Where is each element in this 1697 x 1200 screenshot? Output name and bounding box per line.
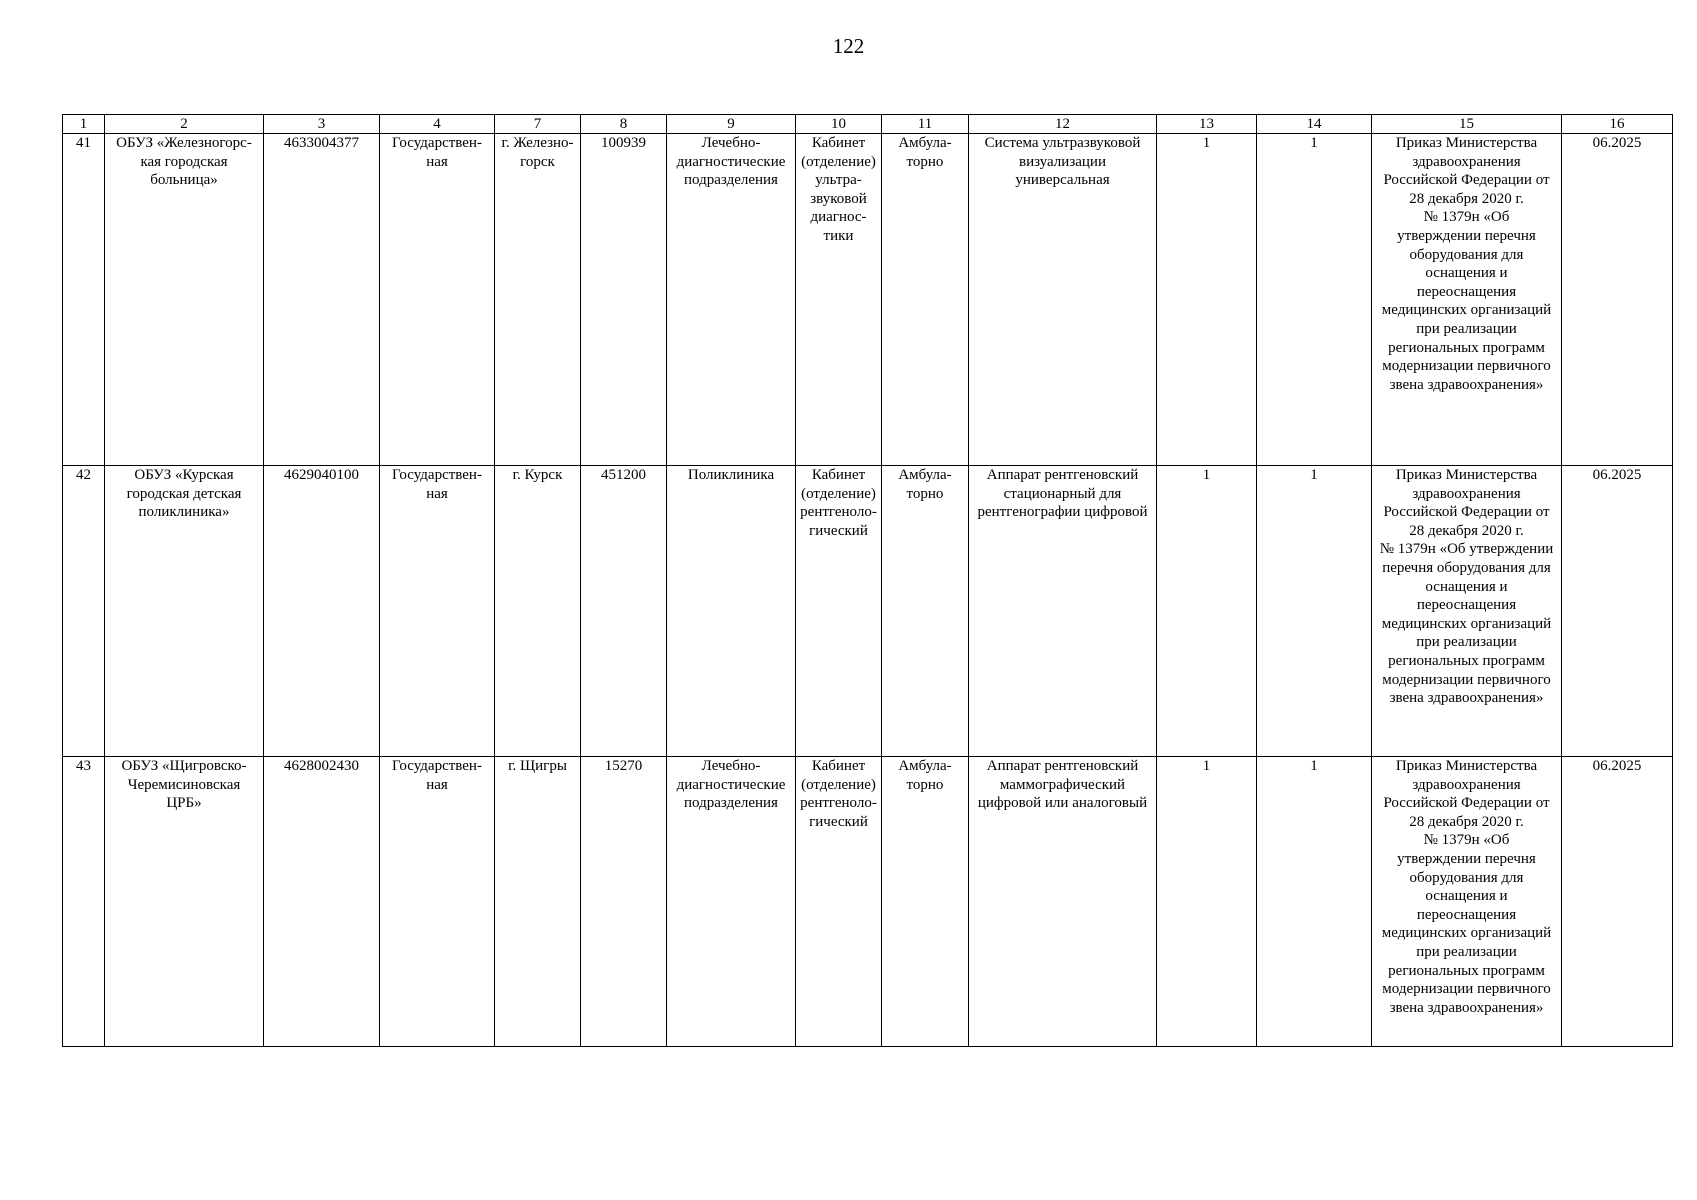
legal-basis: Приказ Министерства здравоохранения Российской Федерации от 28 декабря 2020 г. № 1379н «Об утверждении перечня оборудования для оснащения и переоснащения медицинских организаций при реализации региональных программ модернизации первичного звена здравоохранения» — [1381, 758, 1552, 1016]
quantity-total: 1 — [1310, 758, 1318, 774]
division: Лечебно- диагностические подразделения — [676, 758, 786, 812]
ownership-form: Государствен- ная — [392, 758, 482, 793]
legal-basis: Приказ Министерства здравоохранения Российской Федерации от 28 декабря 2020 г. № 1379н «Об утверждении перечня оборудования для оснащения и переоснащения медицинских организаций при реализации региональных программ модернизации первичного звена здравоохранения» — [1379, 467, 1554, 707]
page-number: 122 — [832, 34, 865, 58]
delivery-date: 06.2025 — [1592, 467, 1642, 483]
column-header: 7 — [495, 115, 581, 134]
equipment-name: Аппарат рентгеновский стационарный для рентгенографии цифровой — [977, 467, 1148, 521]
settlement-code: 451200 — [601, 467, 646, 483]
legal-basis: Приказ Министерства здравоохранения Российской Федерации от 28 декабря 2020 г. № 1379н «Об утверждении перечня оборудования для оснащения и переоснащения медицинских организаций при реализации региональных программ модернизации первичного звена здравоохранения» — [1381, 135, 1552, 393]
settlement-code: 15270 — [604, 758, 643, 774]
city: г. Железно- горск — [501, 135, 574, 170]
care-mode: Амбула- торно — [898, 135, 952, 170]
column-header: 11 — [882, 115, 969, 134]
delivery-date: 06.2025 — [1592, 135, 1642, 151]
row-number: 42 — [76, 467, 91, 483]
column-header: 3 — [264, 115, 380, 134]
organization-name: ОБУЗ «Железногорс- кая городская больница» — [116, 135, 252, 189]
care-mode: Амбула- торно — [898, 467, 952, 502]
care-mode: Амбула- торно — [898, 758, 952, 793]
column-header: 10 — [796, 115, 882, 134]
column-header: 9 — [667, 115, 796, 134]
quantity-total: 1 — [1310, 135, 1318, 151]
division: Лечебно- диагностические подразделения — [676, 135, 786, 189]
equipment-table — [62, 114, 1673, 1047]
division: Поликлиника — [687, 467, 775, 483]
column-header: 12 — [969, 115, 1157, 134]
column-header: 2 — [105, 115, 264, 134]
cabinet: Кабинет (отделение) ультра- звуковой диагнос- тики — [801, 135, 876, 244]
column-header: 14 — [1257, 115, 1372, 134]
quantity-planned: 1 — [1202, 467, 1211, 483]
city: г. Щигры — [508, 758, 567, 774]
column-header: 15 — [1372, 115, 1562, 134]
organization-name: ОБУЗ «Курская городская детская поликлиника» — [126, 467, 242, 521]
equipment-name: Аппарат рентгеновский маммографический цифровой или аналоговый — [977, 758, 1148, 812]
ownership-form: Государствен- ная — [392, 135, 482, 170]
inn-code: 4628002430 — [284, 758, 359, 774]
organization-name: ОБУЗ «Щигровско- Черемисиновская ЦРБ» — [121, 758, 247, 812]
equipment-name: Система ультразвуковой визуализации универсальная — [984, 135, 1141, 189]
cabinet: Кабинет (отделение) рентгеноло- гический — [800, 467, 877, 539]
row-number: 41 — [76, 135, 91, 151]
inn-code: 4629040100 — [284, 467, 359, 483]
quantity-planned: 1 — [1202, 758, 1211, 774]
ownership-form: Государствен- ная — [392, 467, 482, 502]
settlement-code: 100939 — [601, 135, 646, 151]
table-row — [63, 134, 1673, 466]
column-header: 4 — [380, 115, 495, 134]
cabinet: Кабинет (отделение) рентгеноло- гический — [800, 758, 877, 830]
city: г. Курск — [512, 467, 563, 483]
quantity-planned: 1 — [1202, 135, 1211, 151]
quantity-total: 1 — [1310, 467, 1318, 483]
column-header: 16 — [1562, 115, 1673, 134]
column-header: 8 — [581, 115, 667, 134]
row-number: 43 — [76, 758, 91, 774]
column-header: 13 — [1157, 115, 1257, 134]
column-number-row — [63, 115, 1673, 134]
column-header: 1 — [63, 115, 105, 134]
delivery-date: 06.2025 — [1592, 758, 1642, 774]
table-row — [63, 466, 1673, 757]
inn-code: 4633004377 — [284, 135, 359, 151]
table-row — [63, 757, 1673, 1047]
